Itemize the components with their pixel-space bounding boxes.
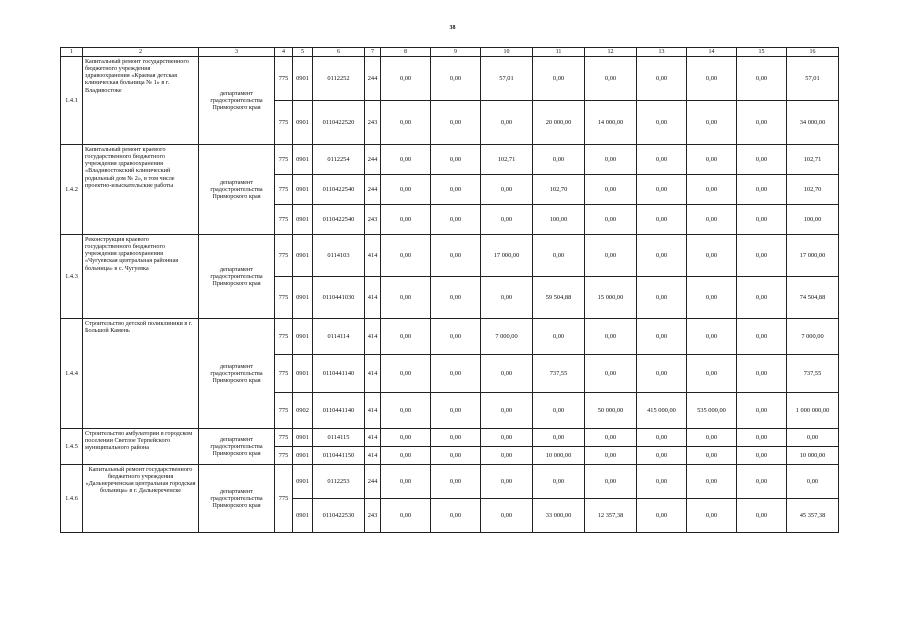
amount-cell: 0,00 xyxy=(687,205,737,235)
amount-cell: 0,00 xyxy=(687,499,737,533)
amount-cell: 0,00 xyxy=(431,393,481,429)
target-article: 0112254 xyxy=(313,145,365,175)
amount-cell: 0,00 xyxy=(737,429,787,447)
amount-cell: 0,00 xyxy=(637,277,687,319)
budget-table xyxy=(60,47,839,533)
section-code: 0901 xyxy=(293,277,313,319)
amount-cell: 0,00 xyxy=(687,101,737,145)
amount-cell: 0,00 xyxy=(585,429,637,447)
amount-cell: 0,00 xyxy=(737,205,787,235)
target-article: 0114115 xyxy=(313,429,365,447)
amount-cell: 0,00 xyxy=(585,447,637,465)
page-number: 38 xyxy=(449,25,456,31)
amount-cell: 0,00 xyxy=(737,235,787,277)
amount-cell: 0,00 xyxy=(381,277,431,319)
amount-cell: 0,00 xyxy=(481,465,533,499)
item-number: 1.4.2 xyxy=(61,145,83,235)
table-row xyxy=(61,145,839,175)
amount-cell: 0,00 xyxy=(787,429,839,447)
amount-cell: 0,00 xyxy=(533,393,585,429)
department: департамент градостроительства Приморского края xyxy=(199,57,275,145)
amount-cell: 0,00 xyxy=(737,465,787,499)
amount-cell: 0,00 xyxy=(737,393,787,429)
amount-cell: 45 357,38 xyxy=(787,499,839,533)
expense-type: 414 xyxy=(365,319,381,355)
expense-type: 243 xyxy=(365,101,381,145)
amount-cell: 7 000,00 xyxy=(787,319,839,355)
table-row xyxy=(61,319,839,355)
amount-cell: 102,71 xyxy=(787,145,839,175)
amount-cell: 0,00 xyxy=(637,319,687,355)
amount-cell: 100,00 xyxy=(787,205,839,235)
department: департамент градостроительства Приморского края xyxy=(199,145,275,235)
amount-cell: 0,00 xyxy=(585,355,637,393)
target-article: 0110441140 xyxy=(313,355,365,393)
grbs-code: 775 xyxy=(275,175,293,205)
amount-cell: 0,00 xyxy=(637,205,687,235)
grbs-code: 775 xyxy=(275,355,293,393)
amount-cell: 0,00 xyxy=(431,235,481,277)
amount-cell: 0,00 xyxy=(431,57,481,101)
amount-cell: 0,00 xyxy=(533,145,585,175)
expense-type: 414 xyxy=(365,355,381,393)
target-article: 0114103 xyxy=(313,235,365,277)
expense-type: 244 xyxy=(365,175,381,205)
grbs-code: 775 xyxy=(275,393,293,429)
amount-cell: 0,00 xyxy=(637,57,687,101)
column-number-header: 9 xyxy=(431,48,481,57)
section-code: 0901 xyxy=(293,145,313,175)
amount-cell: 0,00 xyxy=(381,465,431,499)
grbs-code: 775 xyxy=(275,465,293,533)
amount-cell: 0,00 xyxy=(381,429,431,447)
amount-cell: 50 000,00 xyxy=(585,393,637,429)
amount-cell: 100,00 xyxy=(533,205,585,235)
column-number-header: 10 xyxy=(481,48,533,57)
expense-type: 414 xyxy=(365,447,381,465)
amount-cell: 0,00 xyxy=(481,447,533,465)
amount-cell: 0,00 xyxy=(585,57,637,101)
amount-cell: 0,00 xyxy=(737,355,787,393)
amount-cell: 0,00 xyxy=(637,101,687,145)
column-number-header: 2 xyxy=(83,48,199,57)
column-number-header: 6 xyxy=(313,48,365,57)
amount-cell: 0,00 xyxy=(481,175,533,205)
item-number: 1.4.6 xyxy=(61,465,83,533)
column-number-header: 11 xyxy=(533,48,585,57)
amount-cell: 0,00 xyxy=(687,145,737,175)
amount-cell: 15 000,00 xyxy=(585,277,637,319)
amount-cell: 0,00 xyxy=(533,319,585,355)
section-code: 0901 xyxy=(293,235,313,277)
amount-cell: 0,00 xyxy=(481,205,533,235)
amount-cell: 102,70 xyxy=(787,175,839,205)
amount-cell: 12 357,38 xyxy=(585,499,637,533)
amount-cell: 0,00 xyxy=(481,101,533,145)
amount-cell: 59 504,88 xyxy=(533,277,585,319)
amount-cell: 0,00 xyxy=(381,447,431,465)
section-code: 0901 xyxy=(293,101,313,145)
amount-cell: 0,00 xyxy=(381,205,431,235)
amount-cell: 102,70 xyxy=(533,175,585,205)
item-name: Капитальный ремонт государственного бюджетного учреждения «Дальнереченская центральная городская больница» в г. Дальнереченске xyxy=(83,465,199,533)
amount-cell: 0,00 xyxy=(431,447,481,465)
amount-cell: 0,00 xyxy=(737,101,787,145)
column-number-header: 3 xyxy=(199,48,275,57)
table-row xyxy=(61,429,839,447)
amount-cell: 0,00 xyxy=(687,355,737,393)
expense-type: 243 xyxy=(365,205,381,235)
item-name: Капитальный ремонт краевого государственного бюджетного учреждения здравоохранения «Владивостокский клинический родильный дом № 2», в том числе проектно-изыскательские работы xyxy=(83,145,199,235)
amount-cell: 0,00 xyxy=(637,175,687,205)
amount-cell: 0,00 xyxy=(481,499,533,533)
amount-cell: 0,00 xyxy=(637,447,687,465)
target-article: 0112252 xyxy=(313,57,365,101)
grbs-code: 775 xyxy=(275,319,293,355)
grbs-code: 775 xyxy=(275,429,293,447)
target-article: 0110422520 xyxy=(313,101,365,145)
amount-cell: 0,00 xyxy=(431,319,481,355)
section-code: 0901 xyxy=(293,355,313,393)
amount-cell: 535 000,00 xyxy=(687,393,737,429)
amount-cell: 0,00 xyxy=(431,277,481,319)
amount-cell: 0,00 xyxy=(737,145,787,175)
grbs-code: 775 xyxy=(275,57,293,101)
expense-type: 414 xyxy=(365,393,381,429)
amount-cell: 57,01 xyxy=(481,57,533,101)
amount-cell: 20 000,00 xyxy=(533,101,585,145)
item-number: 1.4.3 xyxy=(61,235,83,319)
amount-cell: 0,00 xyxy=(381,319,431,355)
amount-cell: 0,00 xyxy=(687,465,737,499)
amount-cell: 0,00 xyxy=(687,235,737,277)
amount-cell: 1 000 000,00 xyxy=(787,393,839,429)
amount-cell: 0,00 xyxy=(431,355,481,393)
column-number-header: 13 xyxy=(637,48,687,57)
amount-cell: 0,00 xyxy=(585,205,637,235)
amount-cell: 0,00 xyxy=(381,235,431,277)
section-code: 0901 xyxy=(293,319,313,355)
amount-cell: 0,00 xyxy=(481,277,533,319)
item-number: 1.4.4 xyxy=(61,319,83,429)
section-code: 0901 xyxy=(293,465,313,499)
amount-cell: 17 000,00 xyxy=(787,235,839,277)
amount-cell: 0,00 xyxy=(585,175,637,205)
column-number-header: 1 xyxy=(61,48,83,57)
expense-type: 414 xyxy=(365,277,381,319)
amount-cell: 0,00 xyxy=(637,429,687,447)
column-number-header: 16 xyxy=(787,48,839,57)
amount-cell: 0,00 xyxy=(381,175,431,205)
amount-cell: 0,00 xyxy=(687,57,737,101)
expense-type: 244 xyxy=(365,465,381,499)
column-number-header: 7 xyxy=(365,48,381,57)
amount-cell: 0,00 xyxy=(737,447,787,465)
amount-cell: 33 000,00 xyxy=(533,499,585,533)
amount-cell: 0,00 xyxy=(737,319,787,355)
table-row xyxy=(61,235,839,277)
section-code: 0901 xyxy=(293,57,313,101)
amount-cell: 0,00 xyxy=(481,393,533,429)
amount-cell: 0,00 xyxy=(787,465,839,499)
column-number-header: 8 xyxy=(381,48,431,57)
amount-cell: 0,00 xyxy=(481,429,533,447)
amount-cell: 737,55 xyxy=(533,355,585,393)
amount-cell: 0,00 xyxy=(585,235,637,277)
column-number-header: 4 xyxy=(275,48,293,57)
amount-cell: 0,00 xyxy=(381,355,431,393)
expense-type: 414 xyxy=(365,429,381,447)
item-name: Строительство детской поликлиники в г. Большой Камень xyxy=(83,319,199,429)
section-code: 0901 xyxy=(293,205,313,235)
amount-cell: 14 000,00 xyxy=(585,101,637,145)
target-article: 0110422540 xyxy=(313,175,365,205)
amount-cell: 0,00 xyxy=(381,101,431,145)
expense-type: 244 xyxy=(365,145,381,175)
table-row xyxy=(61,465,839,499)
item-number: 1.4.5 xyxy=(61,429,83,465)
target-article: 0110441140 xyxy=(313,393,365,429)
grbs-code: 775 xyxy=(275,447,293,465)
amount-cell: 7 000,00 xyxy=(481,319,533,355)
amount-cell: 0,00 xyxy=(687,447,737,465)
amount-cell: 0,00 xyxy=(637,145,687,175)
amount-cell: 0,00 xyxy=(431,175,481,205)
amount-cell: 0,00 xyxy=(737,499,787,533)
expense-type: 414 xyxy=(365,235,381,277)
amount-cell: 0,00 xyxy=(637,235,687,277)
amount-cell: 0,00 xyxy=(687,277,737,319)
amount-cell: 10 000,00 xyxy=(533,447,585,465)
target-article: 0114114 xyxy=(313,319,365,355)
amount-cell: 0,00 xyxy=(481,355,533,393)
amount-cell: 0,00 xyxy=(687,175,737,205)
target-article: 0110441030 xyxy=(313,277,365,319)
amount-cell: 10 000,00 xyxy=(787,447,839,465)
column-number-header: 5 xyxy=(293,48,313,57)
amount-cell: 34 000,00 xyxy=(787,101,839,145)
amount-cell: 0,00 xyxy=(533,235,585,277)
target-article: 0110441150 xyxy=(313,447,365,465)
section-code: 0901 xyxy=(293,175,313,205)
amount-cell: 0,00 xyxy=(431,499,481,533)
amount-cell: 0,00 xyxy=(431,101,481,145)
amount-cell: 0,00 xyxy=(585,319,637,355)
column-number-header: 15 xyxy=(737,48,787,57)
amount-cell: 0,00 xyxy=(381,393,431,429)
table-row xyxy=(61,57,839,101)
column-number-header: 12 xyxy=(585,48,637,57)
amount-cell: 0,00 xyxy=(637,465,687,499)
amount-cell: 0,00 xyxy=(533,429,585,447)
amount-cell: 0,00 xyxy=(431,205,481,235)
amount-cell: 0,00 xyxy=(637,355,687,393)
amount-cell: 0,00 xyxy=(431,429,481,447)
department: департамент градостроительства Приморского края xyxy=(199,319,275,429)
department: департамент градостроительства Приморского края xyxy=(199,235,275,319)
item-number: 1.4.1 xyxy=(61,57,83,145)
amount-cell: 0,00 xyxy=(381,499,431,533)
target-article: 0110422540 xyxy=(313,205,365,235)
department: департамент градостроительства Приморского края xyxy=(199,429,275,465)
amount-cell: 17 000,00 xyxy=(481,235,533,277)
section-code: 0901 xyxy=(293,499,313,533)
amount-cell: 0,00 xyxy=(381,57,431,101)
header-row xyxy=(61,48,839,57)
amount-cell: 0,00 xyxy=(585,465,637,499)
amount-cell: 0,00 xyxy=(687,429,737,447)
grbs-code: 775 xyxy=(275,235,293,277)
amount-cell: 0,00 xyxy=(533,57,585,101)
amount-cell: 102,71 xyxy=(481,145,533,175)
section-code: 0901 xyxy=(293,447,313,465)
amount-cell: 57,01 xyxy=(787,57,839,101)
item-name: Реконструкция краевого государственного бюджетного учреждения здравоохранения «Чугуевская центральная районная больница» в с. Чугуевка xyxy=(83,235,199,319)
amount-cell: 0,00 xyxy=(737,277,787,319)
amount-cell: 415 000,00 xyxy=(637,393,687,429)
grbs-code: 775 xyxy=(275,277,293,319)
grbs-code: 775 xyxy=(275,205,293,235)
grbs-code: 775 xyxy=(275,145,293,175)
amount-cell: 0,00 xyxy=(687,319,737,355)
amount-cell: 737,55 xyxy=(787,355,839,393)
expense-type: 243 xyxy=(365,499,381,533)
item-name: Капитальный ремонт государственного бюджетного учреждения здравоохранения «Краевая детская клиническая больница № 1» в г. Владивостоке xyxy=(83,57,199,145)
amount-cell: 0,00 xyxy=(737,175,787,205)
target-article: 0110422530 xyxy=(313,499,365,533)
grbs-code: 775 xyxy=(275,101,293,145)
amount-cell: 0,00 xyxy=(533,465,585,499)
column-number-header: 14 xyxy=(687,48,737,57)
item-name: Строительство амбулатории в городском поселении Светлое Терпейского муниципального района xyxy=(83,429,199,465)
amount-cell: 0,00 xyxy=(637,499,687,533)
target-article: 0112253 xyxy=(313,465,365,499)
section-code: 0901 xyxy=(293,429,313,447)
section-code: 0902 xyxy=(293,393,313,429)
amount-cell: 0,00 xyxy=(585,145,637,175)
amount-cell: 0,00 xyxy=(737,57,787,101)
expense-type: 244 xyxy=(365,57,381,101)
amount-cell: 74 504,88 xyxy=(787,277,839,319)
department: департамент градостроительства Приморского края xyxy=(199,465,275,533)
amount-cell: 0,00 xyxy=(431,465,481,499)
amount-cell: 0,00 xyxy=(431,145,481,175)
amount-cell: 0,00 xyxy=(381,145,431,175)
